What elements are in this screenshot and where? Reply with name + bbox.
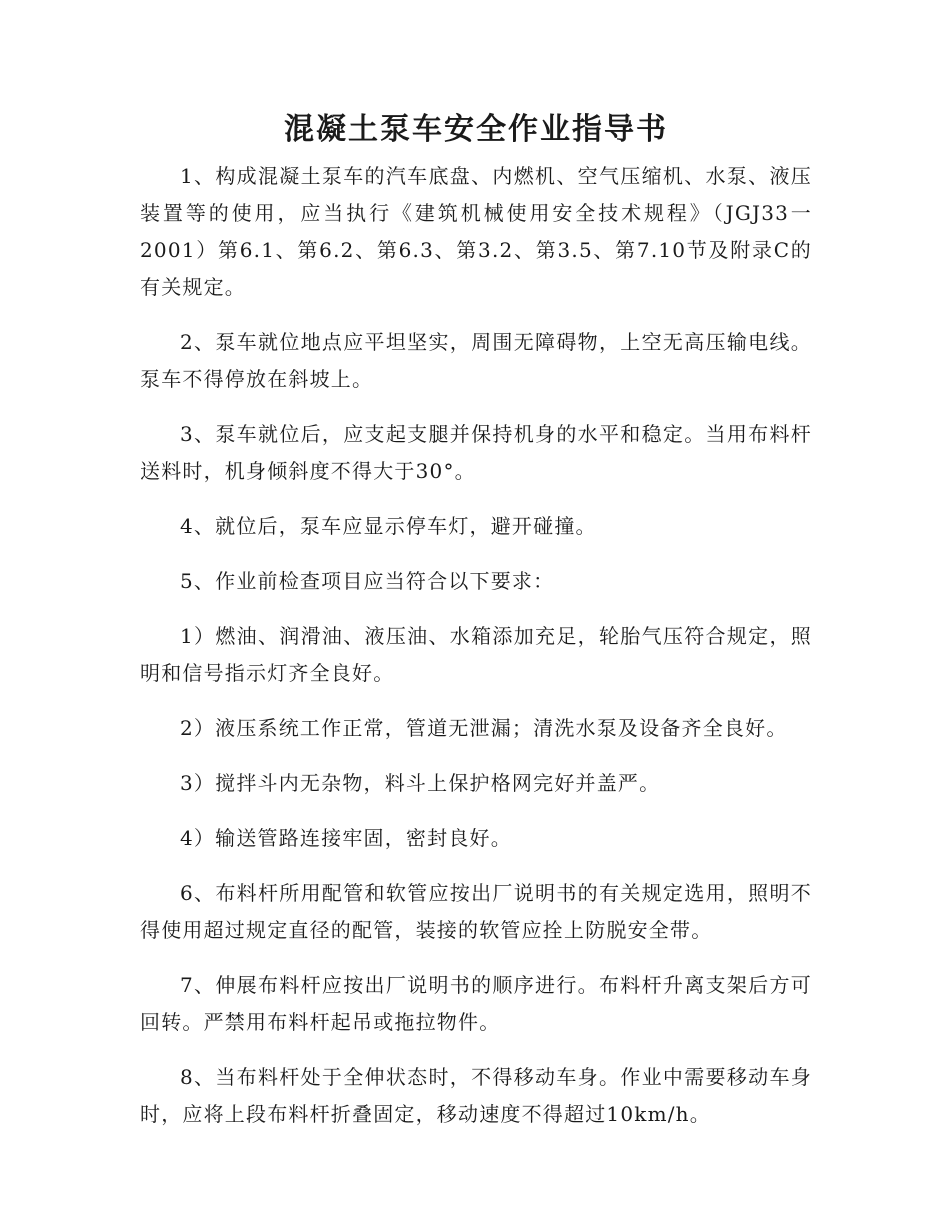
paragraph-3: 3、泵车就位后，应支起支腿并保持机身的水平和稳定。当用布料杆送料时，机身倾斜度不得大于30°。 — [140, 422, 812, 483]
sub-item-4: 4）输送管路连接牢固，密封良好。 — [180, 826, 512, 850]
paragraph-4: 4、就位后，泵车应显示停车灯，避开碰撞。 — [180, 514, 597, 538]
sub-item-1: 1）燃油、润滑油、液压油、水箱添加充足，轮胎气压符合规定，照明和信号指示灯齐全良好。 — [140, 624, 812, 685]
document-page — [140, 108, 812, 1151]
paragraph-7: 7、伸展布料杆应按出厂说明书的顺序进行。布料杆升离支架后方可回转。严禁用布料杆起吊或拖拉物件。 — [140, 973, 812, 1034]
sub-item-2: 2）液压系统工作正常，管道无泄漏；清洗水泵及设备齐全良好。 — [180, 716, 788, 740]
document-title: 混凝土泵车安全作业指导书 — [284, 112, 668, 147]
paragraph-1: 1、构成混凝土泵车的汽车底盘、内燃机、空气压缩机、水泵、液压装置等的使用，应当执行《建筑机械使用安全技术规程》（JGJ33一2001）第6.1、第6.2、第6.3、第3.2、第3.5、第7.10节及附录C的有关规定。 — [140, 164, 812, 299]
paragraph-6: 6、布料杆所用配管和软管应按出厂说明书的有关规定选用，照明不得使用超过规定直径的配管，装接的软管应拴上防脱安全带。 — [140, 881, 812, 942]
paragraph-2: 2、泵车就位地点应平坦坚实，周围无障碍物，上空无高压输电线。泵车不得停放在斜坡上。 — [140, 330, 812, 391]
paragraph-8: 8、当布料杆处于全伸状态时，不得移动车身。作业中需要移动车身时，应将上段布料杆折叠固定，移动速度不得超过10km/h。 — [140, 1065, 812, 1126]
sub-item-3: 3）搅拌斗内无杂物，料斗上保护格网完好并盖严。 — [180, 771, 661, 795]
paragraph-5: 5、作业前检查项目应当符合以下要求： — [180, 569, 555, 593]
